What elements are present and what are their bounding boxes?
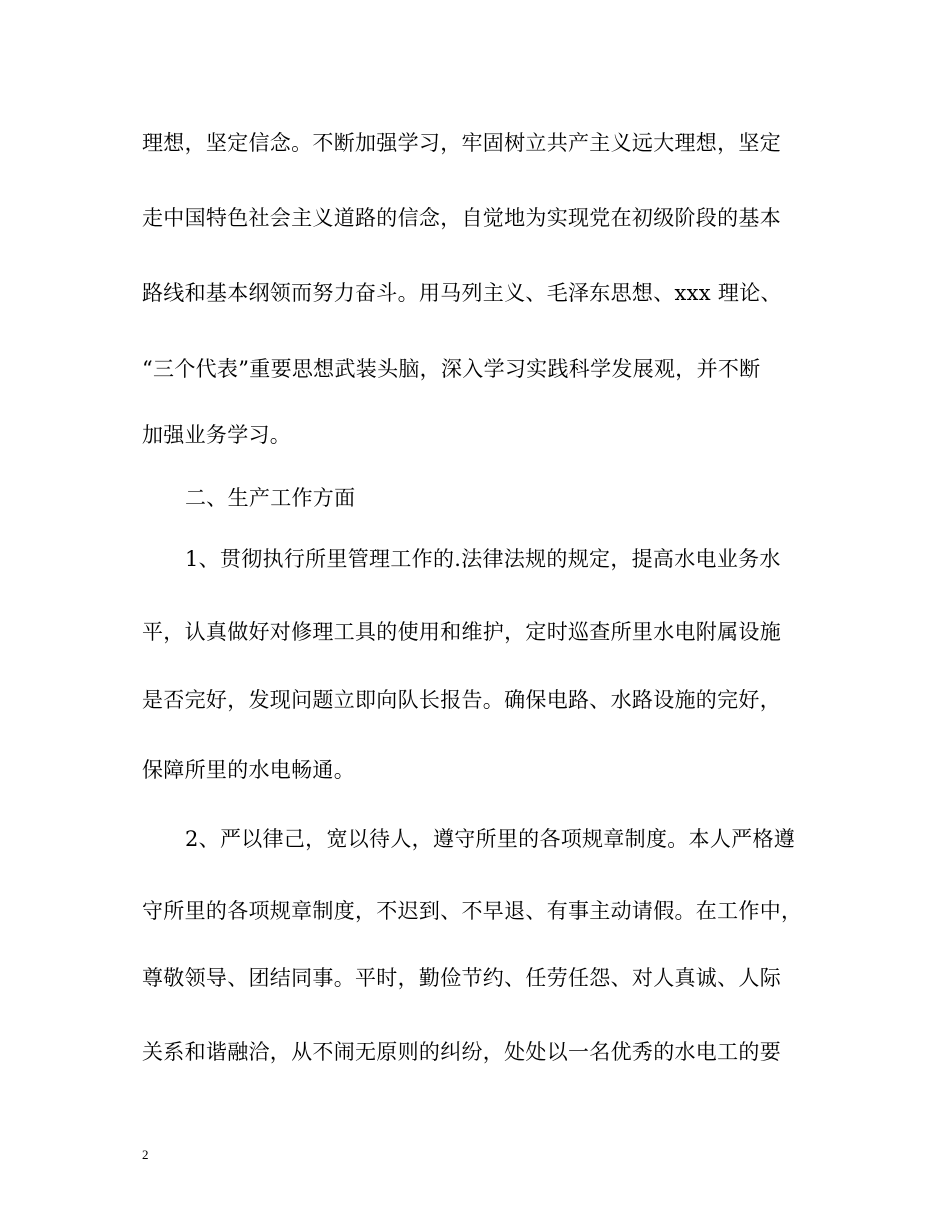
section-heading: 二、生产工作方面	[185, 486, 356, 510]
text-line: 是否完好，发现问题立即向队长报告。确保电路、水路设施的完好，	[142, 688, 781, 712]
text-line: 走中国特色社会主义道路的信念，自觉地为实现党在初级阶段的基本	[142, 206, 781, 230]
text-line: 2、严以律己，宽以待人，遵守所里的各项规章制度。本人严格遵	[185, 827, 796, 851]
text-line: 关系和谐融洽，从不闹无原则的纠纷，处处以一名优秀的水电工的要	[142, 1040, 781, 1064]
text-line: “三个代表”重要思想武装头脑，深入学习实践科学发展观，并不断	[142, 357, 761, 381]
text-line: 尊敬领导、团结同事。平时，勤俭节约、任劳任怨、对人真诚、人际	[142, 966, 781, 990]
text-line: 守所里的各项规章制度，不迟到、不早退、有事主动请假。在工作中，	[142, 899, 803, 923]
text-line: 加强业务学习。	[142, 423, 292, 447]
page-number: 2	[142, 1147, 149, 1162]
text-line: 保障所里的水电畅通。	[142, 758, 355, 782]
text-line: 路线和基本纲领而努力奋斗。用马列主义、毛泽东思想、xxx 理论、	[142, 281, 782, 305]
text-line: 理想，坚定信念。不断加强学习，牢固树立共产主义远大理想，坚定	[142, 131, 781, 155]
text-line: 平，认真做好对修理工具的使用和维护，定时巡查所里水电附属设施	[142, 620, 781, 644]
text-line: 1、贯彻执行所里管理工作的.法律法规的规定，提高水电业务水	[185, 547, 781, 571]
